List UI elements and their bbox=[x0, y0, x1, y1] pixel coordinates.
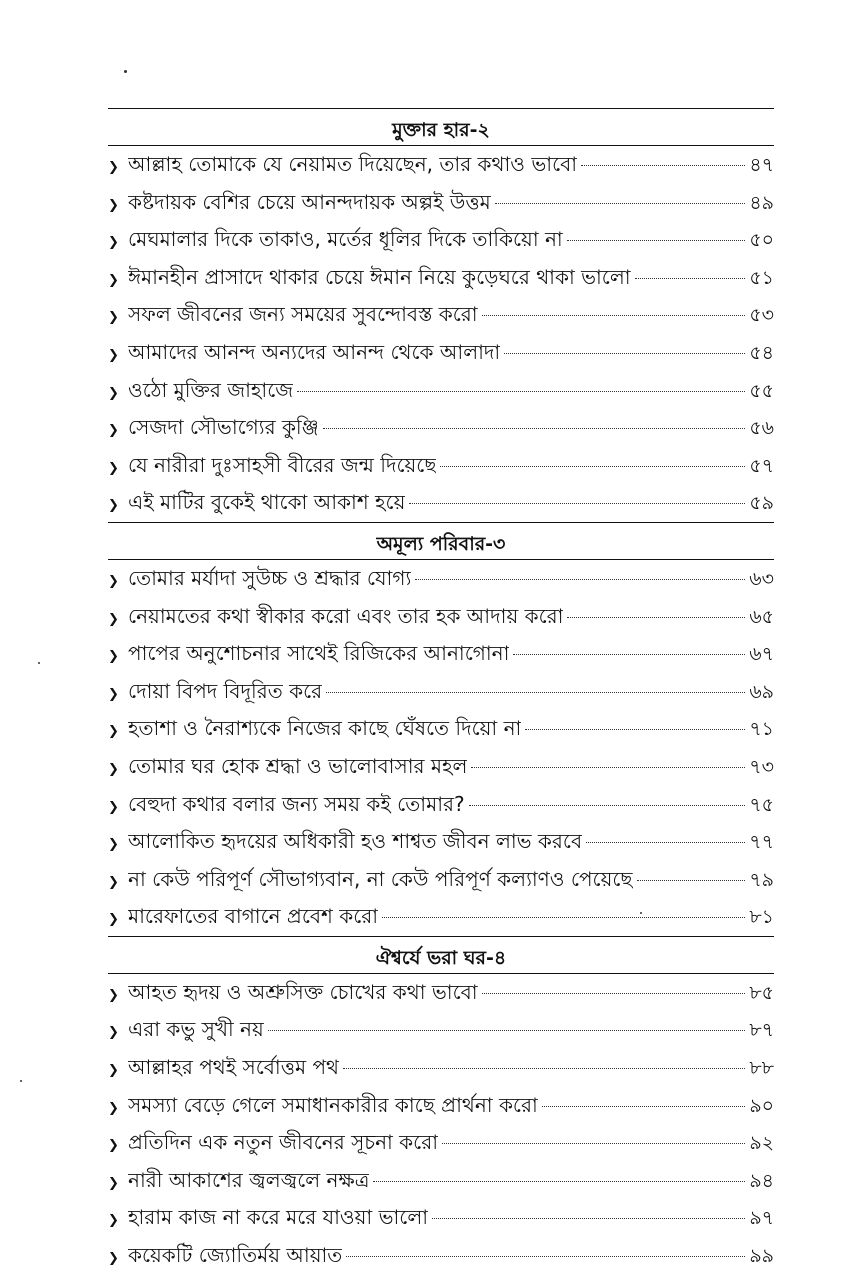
toc-entry[interactable] bbox=[108, 635, 774, 673]
toc-entry[interactable] bbox=[108, 1049, 774, 1087]
entry-page-number: ৫৪ bbox=[749, 341, 774, 364]
entry-title: আল্লাহর পথই সর্বোত্তম পথ bbox=[128, 1055, 339, 1080]
toc-entry[interactable] bbox=[108, 673, 774, 711]
entry-page-number: ৫৯ bbox=[749, 492, 774, 515]
toc-entry[interactable] bbox=[108, 334, 774, 372]
toc-entry[interactable] bbox=[108, 823, 774, 861]
entry-page-number: ৫১ bbox=[749, 266, 774, 289]
entry-page-number: ৮১ bbox=[749, 906, 774, 929]
scan-speck bbox=[20, 1080, 22, 1082]
entry-title: মেঘমালার দিকে তাকাও, মর্তের ধূলির দিকে তাকিয়ো না bbox=[128, 227, 563, 252]
entry-page-number: ৯৪ bbox=[749, 1169, 774, 1192]
entry-page-number: ৪৭ bbox=[749, 154, 774, 176]
chevron-right-icon: ❯ bbox=[108, 310, 119, 326]
dot-leader bbox=[382, 917, 745, 918]
table-of-contents bbox=[108, 108, 774, 1275]
dot-leader bbox=[343, 1068, 745, 1069]
toc-entry[interactable] bbox=[108, 786, 774, 824]
toc-entry[interactable] bbox=[108, 1162, 774, 1200]
dot-leader bbox=[471, 767, 745, 768]
entry-title: আলোকিত হৃদয়ের অধিকারী হও শাশ্বত জীবন লাভ করবে bbox=[128, 829, 583, 854]
toc-section bbox=[108, 936, 774, 1275]
entry-title: ওঠো মুক্তির জাহাজে bbox=[128, 377, 294, 402]
toc-entry[interactable] bbox=[108, 484, 774, 522]
dot-leader bbox=[567, 617, 745, 618]
toc-entry[interactable] bbox=[108, 1237, 774, 1275]
entry-page-number: ৮৭ bbox=[749, 1019, 774, 1042]
entry-title: আমাদের আনন্দ অন্যদের আনন্দ থেকে আলাদা bbox=[128, 339, 501, 364]
toc-entry[interactable] bbox=[108, 372, 774, 410]
chevron-right-icon: ❯ bbox=[108, 573, 119, 589]
entry-page-number: ৭৯ bbox=[749, 868, 774, 891]
dot-leader bbox=[504, 353, 745, 354]
entry-page-number: ৯২ bbox=[749, 1132, 774, 1155]
entry-page-number: ৫০ bbox=[749, 229, 774, 252]
entry-page-number: ৬৩ bbox=[749, 567, 774, 590]
dot-leader bbox=[442, 1143, 745, 1144]
dot-leader bbox=[637, 880, 746, 881]
toc-entry[interactable] bbox=[108, 146, 774, 184]
chevron-right-icon: ❯ bbox=[108, 1025, 119, 1041]
entry-title: কষ্টদায়ক বেশির চেয়ে আনন্দদায়ক অল্পই উত্তম bbox=[128, 189, 491, 214]
chevron-right-icon: ❯ bbox=[108, 1138, 119, 1154]
entry-page-number: ৬৯ bbox=[749, 680, 774, 703]
toc-entry[interactable] bbox=[108, 710, 774, 748]
chevron-right-icon: ❯ bbox=[108, 837, 119, 853]
entry-title: নারী আকাশের জ্বলজ্বলে নক্ষত্র bbox=[128, 1167, 370, 1192]
dot-leader bbox=[440, 466, 745, 467]
dot-leader bbox=[542, 1106, 746, 1107]
entry-title: ঈমানহীন প্রাসাদে থাকার চেয়ে ঈমান নিয়ে কুড়েঘরে থাকা ভালো bbox=[128, 264, 631, 289]
chevron-right-icon: ❯ bbox=[108, 987, 119, 1003]
entry-page-number: ৪৯ bbox=[749, 191, 774, 214]
chevron-right-icon: ❯ bbox=[108, 1063, 119, 1079]
dot-leader bbox=[482, 993, 746, 994]
chevron-right-icon: ❯ bbox=[108, 611, 119, 627]
dot-leader bbox=[482, 315, 746, 316]
chevron-right-icon: ❯ bbox=[108, 761, 119, 777]
dot-leader bbox=[432, 1218, 745, 1219]
toc-entry[interactable] bbox=[108, 598, 774, 636]
chevron-right-icon: ❯ bbox=[108, 799, 119, 815]
toc-entry[interactable] bbox=[108, 1199, 774, 1237]
entry-page-number: ৭৫ bbox=[749, 793, 774, 816]
dot-leader bbox=[525, 729, 745, 730]
entry-page-number: ৬৭ bbox=[749, 643, 774, 666]
chevron-right-icon: ❯ bbox=[108, 235, 119, 251]
toc-section bbox=[108, 522, 774, 936]
chevron-right-icon: ❯ bbox=[108, 160, 119, 175]
toc-entry[interactable] bbox=[108, 1087, 774, 1125]
entry-title: আল্লাহ তোমাকে যে নেয়ামত দিয়েছেন, তার কথাও ভাবো bbox=[128, 152, 578, 176]
chevron-right-icon: ❯ bbox=[108, 1100, 119, 1116]
entry-title: তোমার মর্যাদা সুউচ্চ ও শ্রদ্ধার যোগ্য bbox=[128, 565, 412, 590]
toc-entry[interactable] bbox=[108, 1011, 774, 1049]
entry-title: যে নারীরা দুঃসাহসী বীরের জন্ম দিয়েছে bbox=[128, 452, 437, 477]
entry-page-number: ৯০ bbox=[749, 1094, 774, 1117]
entry-page-number: ৫৫ bbox=[749, 379, 774, 402]
chevron-right-icon: ❯ bbox=[108, 347, 119, 363]
entry-title: দোয়া বিপদ বিদূরিত করে bbox=[128, 678, 323, 703]
dot-leader bbox=[586, 842, 745, 843]
entry-title: বেহুদা কথার বলার জন্য সময় কই তোমার? bbox=[128, 791, 465, 816]
chevron-right-icon: ❯ bbox=[108, 272, 119, 288]
section-heading: অমূল্য পরিবার-৩ bbox=[376, 532, 506, 555]
entry-title: পাপের অনুশোচনার সাথেই রিজিকের আনাগোনা bbox=[128, 641, 510, 666]
toc-entry[interactable] bbox=[108, 1124, 774, 1162]
dot-leader bbox=[268, 1030, 746, 1031]
toc-entry[interactable] bbox=[108, 560, 774, 598]
toc-entry[interactable] bbox=[108, 447, 774, 485]
dot-leader bbox=[469, 805, 746, 806]
entry-page-number: ৫৩ bbox=[749, 304, 774, 327]
chevron-right-icon: ❯ bbox=[108, 1213, 119, 1229]
entry-title: এই মাটির বুকেই থাকো আকাশ হয়ে bbox=[128, 490, 406, 515]
chevron-right-icon: ❯ bbox=[108, 1251, 119, 1267]
toc-entry[interactable] bbox=[108, 184, 774, 222]
dot-leader bbox=[513, 654, 745, 655]
entry-title: নেয়ামতের কথা স্বীকার করো এবং তার হক আদায় করো bbox=[128, 603, 564, 628]
dot-leader bbox=[323, 428, 746, 429]
toc-entry[interactable] bbox=[108, 861, 774, 899]
dot-leader bbox=[346, 1256, 745, 1257]
chevron-right-icon: ❯ bbox=[108, 498, 119, 514]
entry-title: সমস্যা বেড়ে গেলে সমাধানকারীর কাছে প্রার্থনা করো bbox=[128, 1092, 538, 1117]
scan-speck bbox=[124, 70, 127, 73]
entry-title: হতাশা ও নৈরাশ্যকে নিজের কাছে ঘেঁষতে দিয়ো না bbox=[128, 716, 522, 741]
toc-entry[interactable] bbox=[108, 259, 774, 297]
entry-title: তোমার ঘর হোক শ্রদ্ধা ও ভালোবাসার মহল bbox=[128, 753, 468, 778]
toc-entry[interactable] bbox=[108, 296, 774, 334]
entry-page-number: ৯৭ bbox=[749, 1207, 774, 1230]
entry-page-number: ৭৭ bbox=[749, 831, 774, 854]
entry-title: প্রতিদিন এক নতুন জীবনের সূচনা করো bbox=[128, 1130, 438, 1155]
dot-leader bbox=[297, 391, 745, 392]
entry-title: মারেফাতের বাগানে প্রবেশ করো bbox=[128, 904, 379, 929]
dot-leader bbox=[415, 579, 745, 580]
chevron-right-icon: ❯ bbox=[108, 460, 119, 476]
entry-title: সেজদা সৌভাগ্যের কুঞ্জি bbox=[128, 415, 319, 440]
entry-page-number: ৮৮ bbox=[749, 1057, 774, 1080]
entry-page-number: ৫৬ bbox=[749, 417, 774, 440]
chevron-right-icon: ❯ bbox=[108, 724, 119, 740]
dot-leader bbox=[409, 503, 745, 504]
chevron-right-icon: ❯ bbox=[108, 197, 119, 213]
chevron-right-icon: ❯ bbox=[108, 686, 119, 702]
chevron-right-icon: ❯ bbox=[108, 1175, 119, 1191]
entry-title: সফল জীবনের জন্য সময়ের সুবন্দোবস্ত করো bbox=[128, 302, 478, 327]
entry-title: না কেউ পরিপূর্ণ সৌভাগ্যবান, না কেউ পরিপূর্ণ কল্যাণও পেয়েছে bbox=[128, 866, 633, 891]
entry-page-number: ৯৯ bbox=[749, 1245, 774, 1268]
chevron-right-icon: ❯ bbox=[108, 874, 119, 890]
toc-entry[interactable] bbox=[108, 898, 774, 936]
entry-title: হারাম কাজ না করে মরে যাওয়া ভালো bbox=[128, 1205, 429, 1230]
entry-page-number: ৭১ bbox=[749, 718, 774, 741]
scan-speck bbox=[38, 662, 40, 664]
dot-leader bbox=[581, 165, 745, 166]
entry-page-number: ৭৩ bbox=[749, 755, 774, 778]
entry-title: এরা কভু সুখী নয় bbox=[128, 1017, 264, 1042]
chevron-right-icon: ❯ bbox=[108, 423, 119, 439]
toc-section bbox=[108, 108, 774, 522]
chevron-right-icon: ❯ bbox=[108, 649, 119, 665]
section-heading: ঐশ্বর্যে ভরা ঘর-৪ bbox=[375, 946, 507, 969]
dot-leader bbox=[495, 203, 746, 204]
entry-title: কয়েকটি জ্যোতির্ময় আয়াত bbox=[128, 1243, 343, 1268]
toc-entry[interactable] bbox=[108, 974, 774, 1012]
dot-leader bbox=[326, 692, 745, 693]
dot-leader bbox=[635, 278, 746, 279]
toc-entry[interactable] bbox=[108, 748, 774, 786]
entry-page-number: ৮৫ bbox=[749, 981, 774, 1004]
entry-title: আহত হৃদয় ও অশ্রুসিক্ত চোখের কথা ভাবো bbox=[128, 979, 478, 1004]
dot-leader bbox=[567, 240, 746, 241]
toc-entry[interactable] bbox=[108, 409, 774, 447]
entry-page-number: ৬৫ bbox=[749, 605, 774, 628]
chevron-right-icon: ❯ bbox=[108, 912, 119, 928]
toc-entry[interactable] bbox=[108, 221, 774, 259]
chevron-right-icon: ❯ bbox=[108, 385, 119, 401]
entry-page-number: ৫৭ bbox=[749, 454, 774, 477]
dot-leader bbox=[373, 1181, 745, 1182]
section-heading: মুক্তার হার-২ bbox=[392, 119, 490, 141]
